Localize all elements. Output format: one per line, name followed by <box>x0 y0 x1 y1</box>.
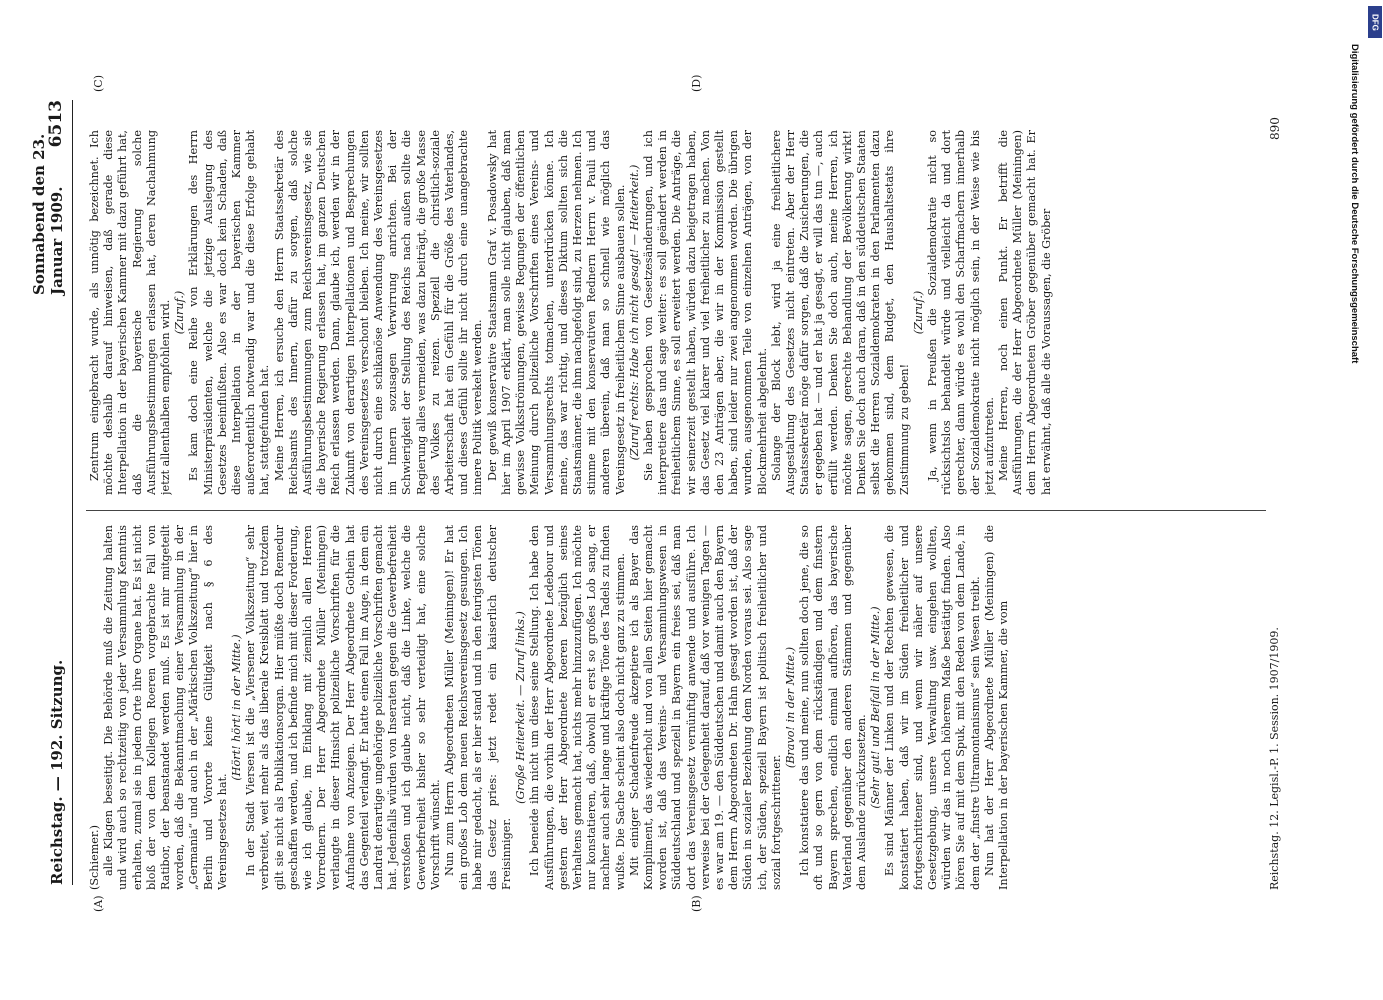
paragraph: Sie haben gesprochen von Gesetzesänderungen, und ich interpretiere das und sage weiter: es soll geändert werden in freiheitlichem Sinne, es soll erweitert werden. Die Anträge, die wir seinerzeit gestellt haben, würden dazu beigetragen haben, das Gesetz viel klarer und viel freiheitlicher zu machen. Von den 23 Anträgen aber, die wir in der Kommission gestellt haben, sind leider nur zwei angenommen worden. Die übrigen wurden, ausgenommen Teile von einzelnen Anträgen, von der Blockmehrheit abgelehnt. <box>641 130 769 495</box>
paragraph: (Sehr gut! und Beifall in der Mitte.) <box>869 606 883 809</box>
paragraph: Mit einiger Schadenfreude akzeptiere ich als Bayer das Kompliment, das wiederholt und von allen Seiten hier gemacht worden ist, daß das Vereins- und Versammlungswesen in Süddeutschland und speziell in Bayern ein freies sei, daß man dort das Vereinsgesetz vernünftig anwende und ausführe. Ich verweise bei der Gelegenheit darauf, daß vor wenigen Tagen — es war am 19. — den Süddeutschen und damit auch den Bayern dem Herrn Abgeordneten Dr. Hahn gesagt worden ist, daß der Süden in sozialer Beziehung dem Norden voraus sei. Also sage ich, der Süden, speziell Bayern ist politisch freiheitlicher und sozial fortgeschrittener. <box>627 525 783 890</box>
paragraph: Nun hat der Herr Abgeordnete Müller (Meiningen) die Interpellation in der bayerischen Kammer, die vom <box>982 525 1010 890</box>
page-number: 6513 <box>46 100 66 148</box>
margin-marker-d: (D) <box>690 74 703 92</box>
paragraph: Meine Herren, ich ersuche den Herrn Staatssekretär des Reichsamts des Innern, dafür zu sorgen, daß solche Ausführungsbestimmungen zum Reichsvereinsgesetz, wie sie die bayerische Regierung erlassen hat, im ganzen Deutschen Reich erlassen werden. Dann, glaube ich, werden wir in der Zukunft von derartigen Interpellationen und Besprechungen des Vereinsgesetzes verschont bleiben. Ich meine, wir sollten nicht durch eine schikanöse Anwendung des Vereinsgesetzes im Innern sozusagen Verwirrung anrichten. Bei der Schwierigkeit der Stellung des Reichs nach außen sollte die Regierung alles vermeiden, was dazu beiträgt, die große Masse des Volkes zu reizen. Speziell die christlich-soziale Arbeiterschaft hat ein Gefühl für die Größe des Vaterlandes, und dieses Gefühl sollte ihr nicht durch eine unangebrachte innere Politik verekelt werden. <box>272 130 485 495</box>
paragraph: (Bravo! in der Mitte.) <box>783 646 797 769</box>
paragraph: alle Klagen beseitigt. Die Behörde muß die Zeitung halten und wird auch so rechtzeitig von jeder Versammlung Kenntnis erhalten, zumal sie in jedem Orte ihre Organe hat. Es ist nicht bloß der von dem Kollegen Roeren vorgebrachte Fall von Ratibor, der beanstandet werden muß. Es ist mir mitgeteilt worden, daß die Bekanntmachung einer Versammlung in der „Germania“ und auch in der „Märkischen Volkszeitung“ hier in Berlin und Vororte keine Gültigkeit nach § 6 des Vereinsgesetzes hat. <box>102 525 229 890</box>
paragraph: Der gewiß konservative Staatsmann Graf v. Posadowsky hat hier im April 1907 erklärt, man solle nicht glauben, daß man gewisse Volksströmungen, gewisse Regungen der öffentlichen Meinung durch polizeiliche Vorschriften eines Vereins- und Versammlungsrechts totmachen, unterdrücken könne. Ich meine, das war richtig, und dieses Diktum sollten sich die Staatsmänner, die ihm nachgefolgt sind, zu Herzen nehmen. Ich stimme mit den konservativen Rednern Herrn v. Pauli und anderen überein, daß man so schnell wie möglich das Vereinsgesetz in freiheitlichem Sinne ausbauen sollen. <box>485 130 627 495</box>
speaker-tag: (Schiemer.) <box>88 825 101 890</box>
margin-marker-b: (B) <box>690 895 703 912</box>
paragraph: (Große Heiterkeit. — Zuruf links.) <box>514 611 528 804</box>
page-header <box>30 100 73 885</box>
paragraph: Es sind Männer der Linken und der Rechten gewesen, die konstatiert haben, daß wir im Süden freiheitlicher und fortgeschrittener sind, und wenn wir näher auf unsere Gesetzgebung, unsere Verwaltung usw. eingehen wollten, würden wir das in noch höherem Maße bestätigt finden. Also hören Sie auf mit dem Spuk, mit den Reden von dem Lande, in dem der „finstre Ultramontanismus“ sein Wesen treibt. <box>883 525 982 890</box>
right-column <box>88 130 1268 495</box>
column-divider <box>86 510 1266 511</box>
paragraph: Ja, wenn in Preußen die Sozialdemokratie nicht so rücksichtslos behandelt würde und vielleicht da und dort gerechter, dann würde es wohl den Scharfmachern innerhalb der Sozialdemokratie nicht möglich sein, in der Weise wie bis jetzt aufzutreten. <box>925 130 996 495</box>
header-date: Sonnabend den 23. Januar 1909. <box>30 133 66 295</box>
paragraph: Nun zum Herrn Abgeordneten Müller (Meiningen)! Er hat ein großes Lob dem neuen Reichsvereinsgesetz gesungen. Ich habe mir gedacht, als er hier stand und in den feurigsten Tönen das Gesetz pries: jetzt redet ein kaiserlich deutscher Freisinniger. <box>443 525 513 890</box>
header-left: Reichstag. — 192. Sitzung. <box>48 659 66 885</box>
left-column <box>88 525 1268 890</box>
footer-number: 890 <box>1268 117 1282 140</box>
paragraph: In der Stadt Viersen ist die „Viersener Volkszeitung“ sehr verbreitet, weit mehr als das liberale Kreisblatt und trotzdem gilt sie nicht als Publikationsorgan. Hier müßte doch Remedur geschaffen werden, und ich befinde mich mit dieser Forderung, wie ich glaube, im Einklang mit ziemlich allen Herren Vorrednern. Der Herr Abgeordnete Müller (Meiningen) verlangte in dieser Hinsicht polizeiliche Vorschriften für die Aufnahme von Anzeigen. Der Herr Abgeordnete Gothein hat das Gegenteil verlangt. Er hatte einen Fall im Auge, in dem ein Landrat derartige ungehörige polizeiliche Vorschriften gemacht hat. Jedenfalls würden von Inseraten gegen die Gewerbefreiheit verstoßen und ich glaube nicht, daß die Linke, welche die Gewerbefreiheit bisher so sehr verteidigt hat, eine solche Vorschrift wünscht. <box>244 525 442 890</box>
dfg-note: Digitalisierung gefördert durch die Deutsche Forschungsgemeinschaft <box>1349 44 1360 364</box>
footer-session: Reichstag. 12. Legisl.-P. 1. Session. 1907/1909. <box>1268 627 1281 890</box>
margin-marker-a: (A) <box>92 895 105 912</box>
paragraph: Solange der Block lebt, wird ja eine freiheitlichere Ausgestaltung des Gesetzes nicht eintreten. Aber der Herr Staatssekretär möge dafür sorgen, daß die Zusicherungen, die er gegeben hat — und er hat ja gesagt, er will das tun —, auch erfüllt werden. Denken Sie doch auch, meine Herren, ich möchte sagen, gerechte Behandlung der Bevölkerung wirkt! Denken Sie doch auch daran, daß in den süddeutschen Staaten selbst die Herren Sozialdemokraten in den Parlamenten dazu gekommen sind, dem Budget, den Haushaltsetats ihre Zustimmung zu geben! <box>769 130 911 495</box>
paragraph: Es kam doch eine Reihe von Erklärungen des Herrn Ministerpräsidenten, welche die jetzige Auslegung des Gesetzes beeinflußten. Also es war doch kein Schaden, daß diese Interpellation in der bayerischen Kammer außerordentlich notwendig war und die diese Erfolge gehabt hat, stattgefunden hat. <box>187 130 272 495</box>
margin-marker-c: (C) <box>92 75 105 92</box>
paragraph: (Hört! hört! in der Mitte.) <box>230 634 244 781</box>
paragraph: (Zuruf.) <box>173 290 187 335</box>
paragraph: (Zuruf rechts: Habe ich nicht gesagt! — Heiterkeit.) <box>627 164 641 461</box>
paragraph: Zentrum eingebracht wurde, als unnötig bezeichnet. Ich möchte deshalb darauf hinweisen, daß gerade diese Interpellation in der bayerischen Kammer mit dazu geführt hat, daß die bayerische Regierung solche Ausführungsbestimmungen erlassen hat, deren Nachahmung jetzt allenthalben empfohlen wird. <box>88 130 173 495</box>
dfg-logo: DFG <box>1368 6 1382 38</box>
paragraph: Meine Herren, noch einen Punkt. Er betrifft die Ausführungen, die der Herr Abgeordnete Müller (Meiningen) dem Herrn Abgeordneten Gröber gegenüber gemacht hat. Er hat erwähnt, daß alle die Voraussagen, die Gröber <box>997 130 1053 495</box>
paragraph: Ich konstatiere das und meine, nun sollten doch jene, die so oft und so gern von dem rückständigen und dem finstern Bayern sprechen, endlich einmal aufhören, das bayerische Vaterland gegenüber den anderen Stämmen und gegenüber dem Auslande zurückzusetzen. <box>798 525 868 890</box>
paragraph: Ich beneide ihn nicht um diese seine Stellung. Ich habe den Ausführungen, die vorhin der Herr Abgeordnete Ledebour und gestern der Herr Abgeordnete Roeren bezüglich seines Verhaltens gemacht hat, nichts mehr hinzuzufügen. Ich möchte nur konstatieren, daß, obwohl er erst so großes Lob sang, er nachher auch sehr lange und kräftige Töne des Tadels zu finden wußte. Die Sache scheint also doch nicht ganz zu stimmen. <box>528 525 627 890</box>
paragraph: (Zuruf.) <box>911 290 925 335</box>
